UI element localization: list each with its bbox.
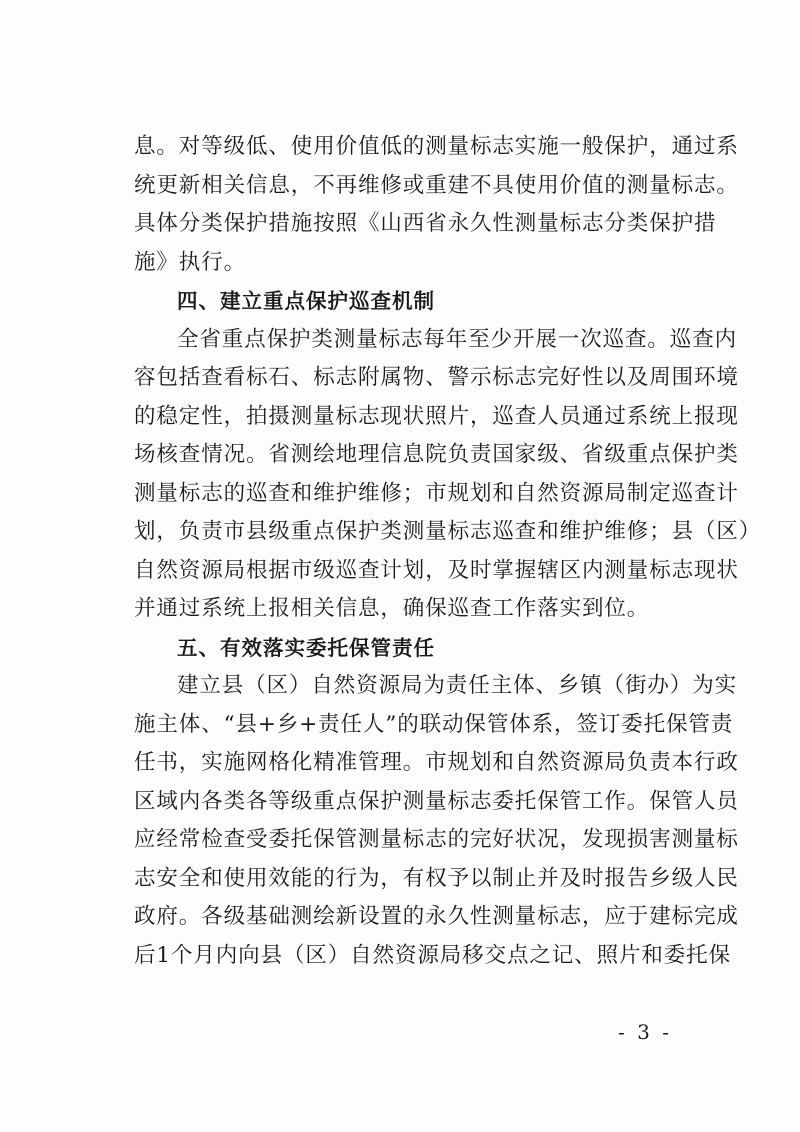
body-line: 应经常检查受委托保管测量标志的完好状况，发现损害测量标 bbox=[134, 827, 739, 852]
body-line: 施主体、“县+乡+责任人”的联动保管体系，签订委托保管责 bbox=[134, 711, 734, 737]
body-line: 任书，实施网格化精准管理。市规划和自然资源局负责本行政 bbox=[134, 750, 739, 775]
page-number: - 3 - bbox=[618, 1020, 672, 1044]
body-line: 施》执行。 bbox=[134, 249, 247, 275]
body-line: 容包括查看标石、标志附属物、警示标志完好性以及周围环境 bbox=[134, 365, 739, 390]
body-line: 志安全和使用效能的行为，有权予以制止并及时报告乡级人民 bbox=[134, 865, 739, 891]
body-line: 划，负责市县级重点保护类测量标志巡查和维护维修；县（区） bbox=[134, 519, 762, 544]
body-line: 具体分类保护措施按照《山西省永久性测量标志分类保护措 bbox=[134, 211, 717, 236]
document-body bbox=[134, 128, 762, 975]
body-line: 息。对等级低、使用价值低的测量标志实施一般保护，通过系 bbox=[134, 134, 739, 159]
body-line: 后1个月内向县（区）自然资源局移交点之记、照片和委托保 bbox=[134, 942, 731, 968]
paragraph-first-line: 全省重点保护类测量标志每年至少开展一次巡查。巡查内 bbox=[177, 326, 738, 352]
body-line: 政府。各级基础测绘新设置的永久性测量标志，应于建标完成 bbox=[134, 904, 739, 929]
body-line: 测量标志的巡查和维护维修；市规划和自然资源局制定巡查计 bbox=[134, 480, 739, 506]
body-line: 场核查情况。省测绘地理信息院负责国家级、省级重点保护类 bbox=[134, 442, 739, 467]
section-heading: 四、建立重点保护巡查机制 bbox=[177, 289, 435, 313]
body-line: 的稳定性，拍摄测量标志现状照片，巡查人员通过系统上报现 bbox=[134, 403, 739, 429]
section-heading: 五、有效落实委托保管责任 bbox=[177, 635, 435, 660]
paragraph-first-line: 建立县（区）自然资源局为责任主体、乡镇（街办）为实 bbox=[177, 673, 738, 698]
body-line: 自然资源局根据市级巡查计划，及时掌握辖区内测量标志现状 bbox=[134, 557, 739, 583]
body-line: 区域内各类各等级重点保护测量标志委托保管工作。保管人员 bbox=[134, 788, 739, 814]
body-line: 并通过系统上报相关信息，确保巡查工作落实到位。 bbox=[134, 596, 650, 621]
body-line: 统更新相关信息，不再维修或重建不具使用价值的测量标志。 bbox=[134, 172, 739, 198]
